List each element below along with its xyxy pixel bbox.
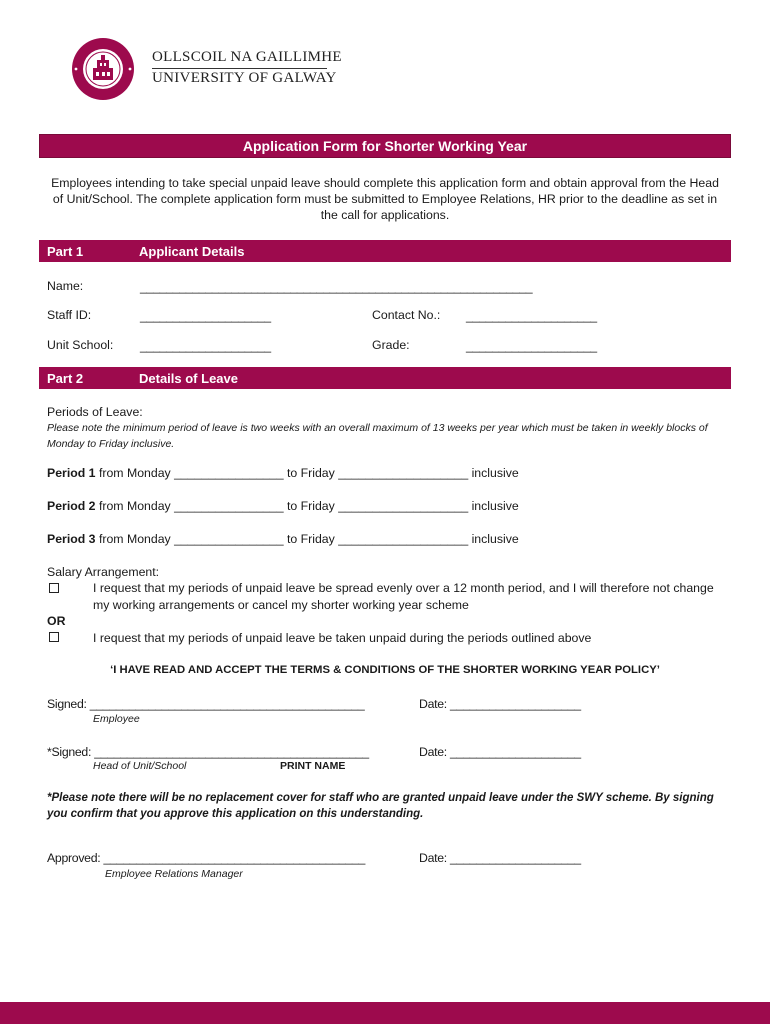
name-label: Name: [47,279,84,293]
head-caption: Head of Unit/School [93,760,187,772]
option1-text: I request that my periods of unpaid leave be spread evenly over a 12 month period, and I will therefore not change my working arrangements or cancel my shorter working year scheme [93,581,714,612]
name-field[interactable]: ____________________________________________________________ [140,280,533,294]
name-divider [152,68,327,69]
contact-field[interactable]: ____________________ [466,309,597,323]
part2-header [39,367,731,389]
period-1-row[interactable] [47,466,519,480]
er-manager-caption: Employee Relations Manager [105,868,243,880]
date-field-2[interactable]: Date: ____________________ [419,745,581,759]
intro-paragraph: Employees intending to take special unpaid leave should complete this application form and obtain approval from the Head of Unit/School. The complete application form must be submitted to Employee Relations, HR prior to the deadline as set in the call for applications. [51,176,719,222]
unit-school-field[interactable]: ____________________ [140,339,271,353]
head-signature-field[interactable]: *Signed: __________________________________________ [47,745,369,759]
staff-id-label: Staff ID: [47,308,92,322]
contact-label: Contact No.: [372,308,441,322]
period-2-label: Period 2 [47,499,96,513]
period-3-fields[interactable]: from Monday ________________ to Friday ___________________ inclusive [95,532,519,546]
period-2-row[interactable] [47,499,519,513]
part1-number: Part 1 [47,244,84,259]
employee-signature-field[interactable]: Signed: __________________________________________ [47,697,365,711]
university-name-irish: OLLSCOIL NA GAILLIMHE [152,49,342,65]
unit-school-label: Unit School: [47,338,114,352]
grade-field[interactable]: ____________________ [466,339,597,353]
accept-terms-statement: ‘I HAVE READ AND ACCEPT THE TERMS & CONDITIONS OF THE SHORTER WORKING YEAR POLICY’ [110,664,660,676]
replacement-cover-warning: *Please note there will be no replacement cover for staff who are granted unpaid leave under the SWY scheme. By signing you confirm that you approve this application on this understanding. [47,792,714,820]
period-1-fields[interactable]: from Monday ________________ to Friday ___________________ inclusive [95,466,519,480]
period-2-fields[interactable]: from Monday ________________ to Friday ___________________ inclusive [95,499,519,513]
university-name-english: UNIVERSITY OF GALWAY [152,70,337,86]
print-name-caption: PRINT NAME [280,760,346,772]
part2-number: Part 2 [47,371,84,386]
employee-caption: Employee [93,713,140,725]
or-label: OR [47,614,66,628]
approved-signature-field[interactable]: Approved: ________________________________________ [47,851,366,865]
date-field-3[interactable]: Date: ____________________ [419,851,581,865]
part1-title: Applicant Details [139,244,245,259]
grade-label: Grade: [372,338,410,352]
salary-label: Salary Arrangement: [47,565,160,579]
staff-id-field[interactable]: ____________________ [140,309,271,323]
period-3-row[interactable] [47,532,519,546]
option1-checkbox[interactable] [49,583,59,593]
date-field-1[interactable]: Date: ____________________ [419,697,581,711]
university-logo [66,36,140,102]
part1-header [39,240,731,262]
period-1-label: Period 1 [47,466,96,480]
footer-bar [0,1002,770,1024]
periods-label: Periods of Leave: [47,405,143,419]
part2-title: Details of Leave [139,371,238,386]
periods-note: Please note the minimum period of leave is two weeks with an overall maximum of 13 weeks per year which must be taken in weekly blocks of Monday to Friday inclusive. [47,422,708,450]
option2-text: I request that my periods of unpaid leave be taken unpaid during the periods outlined above [93,631,592,645]
form-title: Application Form for Shorter Working Year [39,134,731,158]
option2-checkbox[interactable] [49,632,59,642]
period-3-label: Period 3 [47,532,96,546]
